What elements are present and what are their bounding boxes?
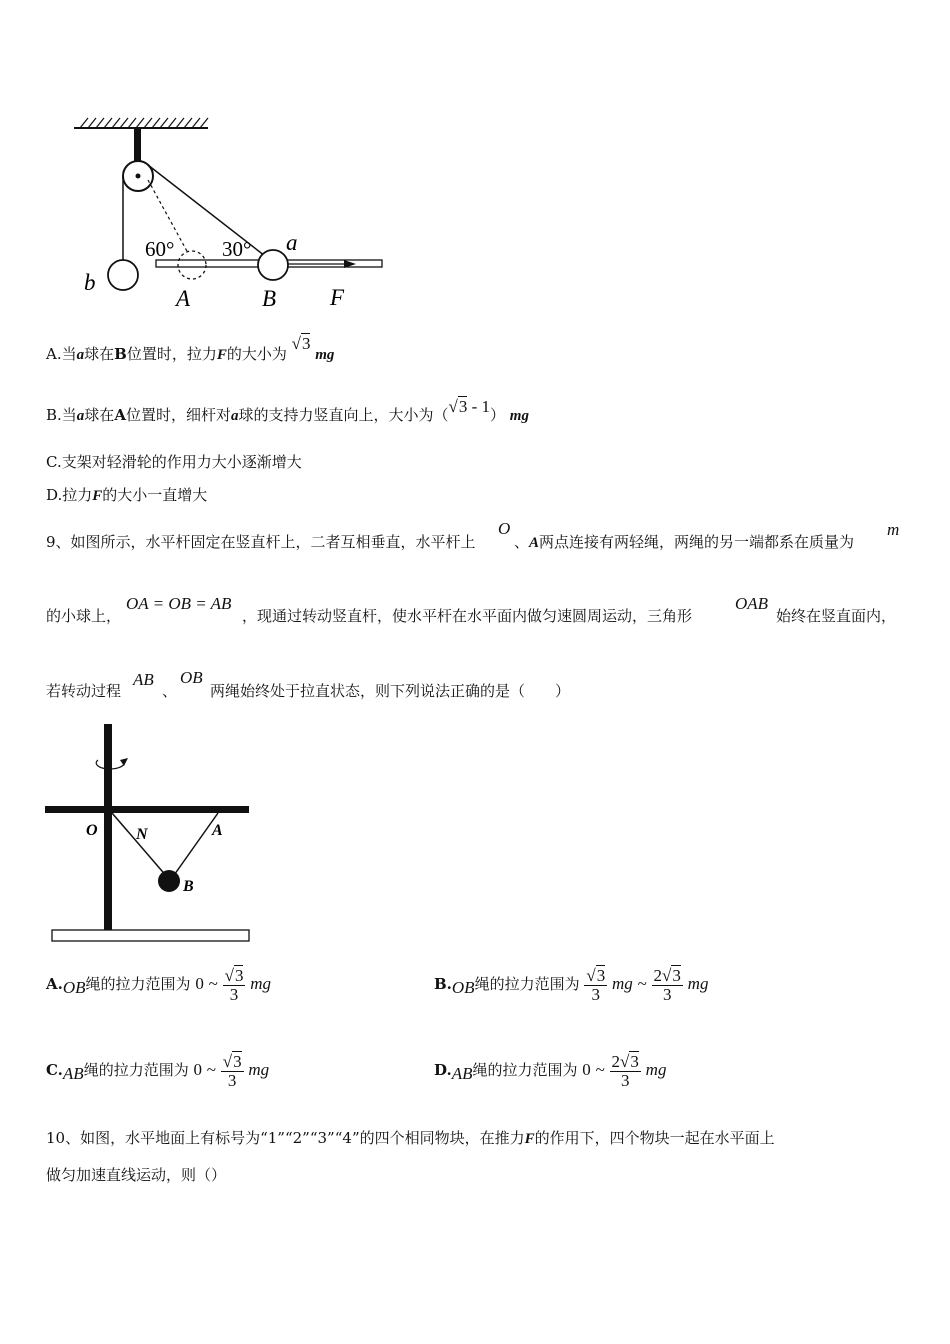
q9-line-2b: ，现通过转动竖直杆，使水平杆在水平面内做匀速圆周运动，三角形 <box>242 607 693 625</box>
ball-b-label: b <box>84 270 96 295</box>
fig2-O-label: O <box>86 822 98 839</box>
q9-line-1b: 、A两点连接有两轻绳，两绳的另一端都系在质量为 <box>514 533 855 551</box>
q10-line-2: 做匀加速直线运动，则（） <box>46 1166 227 1184</box>
q8-option-c: C.支架对轻滑轮的作用力大小逐渐增大 <box>46 453 302 471</box>
q9-option-a: A.OB绳的拉力范围为 0 ~ $\frac{√3}{3}$ mg <box>46 965 272 1004</box>
q9-option-b: B.OB绳的拉力范围为 $\frac{√3}{3}$ mg ~ $\frac{2√3}{3}$ mg <box>434 965 709 1004</box>
fig2-B-label: B <box>183 878 194 895</box>
pulley-figure <box>60 110 400 320</box>
position-B-label: B <box>262 286 277 311</box>
q9-equation: OA = OB = AB <box>126 594 232 613</box>
q9-triangle: OAB <box>735 594 769 613</box>
force-F-label: F <box>330 285 345 310</box>
q9-line-3: 若转动过程 <box>46 682 122 700</box>
q8-option-a: A.当a球在B位置时，拉力F的大小为 √3 mg <box>46 334 335 363</box>
q9-line-2c: 始终在竖直面内， <box>776 607 897 625</box>
ball-a-label: a <box>286 230 298 255</box>
q9-line-2: 的小球上， <box>46 607 122 625</box>
q9-point-O: O <box>498 519 511 538</box>
q9-rope-AB: AB <box>133 670 154 689</box>
angle-60-label: 60° <box>145 237 175 261</box>
fig2-A-label: A <box>212 822 223 839</box>
q9-line-3b: 两绳始终处于拉直状态，则下列说法正确的是（ ） <box>210 682 571 700</box>
q9-line-1: 9、如图所示，水平杆固定在竖直杆上，二者互相垂直，水平杆上 <box>46 533 476 551</box>
position-A-label: A <box>176 286 191 311</box>
q8-option-d: D.拉力F的大小一直增大 <box>46 486 208 504</box>
q9-line-3-sep: 、 <box>162 682 178 700</box>
q8-option-b: B.当a球在A位置时，细杆对a球的支持力竖直向上，大小为（√3 - 1） mg <box>46 397 529 424</box>
q9-option-c: C.AB绳的拉力范围为 0 ~ $\frac{√3}{3}$ mg <box>46 1051 270 1090</box>
rotating-rod-figure <box>40 720 255 945</box>
angle-30-label: 30° <box>222 237 252 261</box>
fig2-N-label: N <box>136 826 148 843</box>
q10-line-1: 10、如图，水平地面上有标号为“1”“2”“3”“4”的四个相同物块，在推力F的作用下，四个物块一起在水平面上 <box>46 1129 775 1147</box>
q9-mass-m: m <box>887 520 900 539</box>
q9-option-d: D.AB绳的拉力范围为 0 ~ $\frac{2√3}{3}$ mg <box>434 1051 667 1090</box>
q9-rope-OB: OB <box>180 668 203 687</box>
